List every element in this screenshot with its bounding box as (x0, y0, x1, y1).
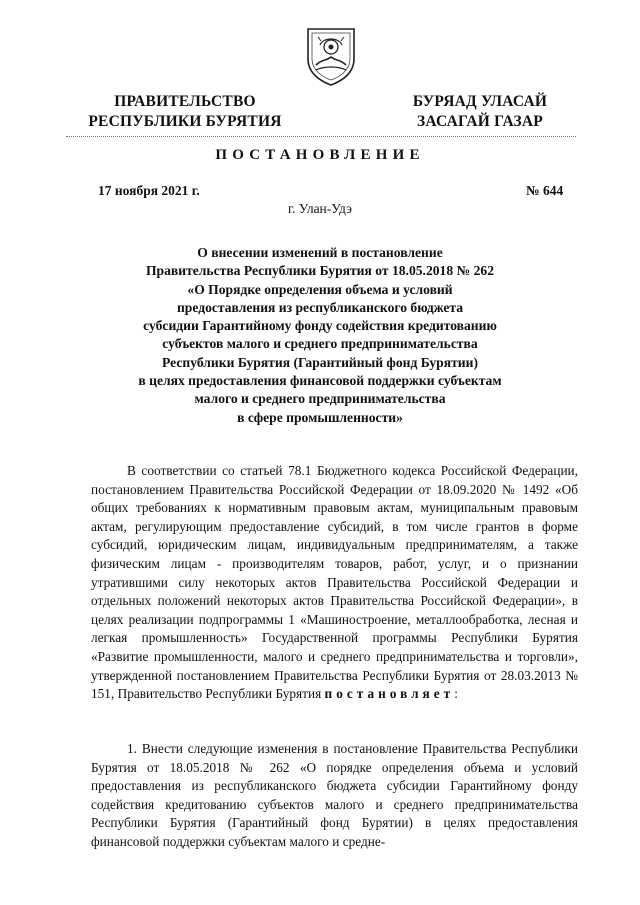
subject-line: Республики Бурятия (Гарантийный фонд Бурятии) (162, 354, 478, 370)
header-left-line1: ПРАВИТЕЛЬСТВО (114, 93, 256, 110)
document-type-title: ПОСТАНОВЛЕНИЕ (215, 147, 425, 163)
document-number: № 644 (526, 183, 564, 198)
preamble-text: В соответствии со статьей 78.1 Бюджетного кодекса Российской Федерации, постановлением Правительства Российской Федерации от 18.09.2020 № 1492 «Об общих требованиях к нормативным правовым актам, муниципальным правовым актам, регулирующим предоставление субсидий, в том числе грантов в форме субсидий, юридическим лицам, индивидуальным предпринимателям, а также физическим лицам - производителям товаров, работ, услуг, и о признании утратившими силу некоторых актов Правительства Российской Федерации и отдельных положений некоторых актов Правительства Российской Федерации», в целях реализации подпрограммы 1 «Машиностроение, металлообработка, лесная и легкая промышленность» Государственной программы Республики Бурятия «Развитие промышленности, малого и среднего предпринимательства и торговли», утвержденной постановлением Правительства Республики Бурятия от 28.03.2013 № 151, Правительство Республики Бурятия (91, 463, 578, 702)
subject-line: субъектов малого и среднего предпринимательства (162, 336, 478, 352)
preamble-paragraph (91, 462, 578, 704)
subject-line: «О Порядке определения объема и условий (187, 281, 453, 297)
subject-line: малого и среднего предпринимательства (194, 391, 446, 407)
header-left-line2: РЕСПУБЛИКИ БУРЯТИЯ (88, 113, 282, 130)
government-name-russian (80, 92, 290, 132)
subject-line: О внесении изменений в постановление (197, 245, 443, 260)
subject-line: в сфере промышленности» (237, 409, 403, 425)
header-right-line2: ЗАСАГАЙ ГАЗАР (417, 113, 543, 130)
subject-line: Правительства Республики Бурятия от 18.05.2018 № 262 (145, 263, 494, 279)
coat-of-arms-emblem (302, 25, 360, 87)
preamble-verb: постановляет (324, 686, 455, 702)
header-right-line1: БУРЯАД УЛАСАЙ (412, 93, 548, 110)
subject-line: в целях предоставления финансовой поддержки субъектам (138, 373, 502, 389)
item-1-paragraph: 1. Внести следующие изменения в постановление Правительства Республики Бурятия от 18.05.2018 № 262 «О порядке определения объема и условий предоставления из республиканского бюджета субсидии Гарантийному фонду содействия кредитованию субъектов малого и среднего предпринимательства Республики Бурятия (Гарантийный фонд Бурятии) в целях предоставления финансовой поддержки субъектам малого и средне- (91, 741, 578, 849)
subject-line: предоставления из республиканского бюджета (176, 299, 464, 315)
document-date: 17 ноября 2021 г. (98, 183, 200, 198)
header-divider (66, 136, 576, 137)
preamble-colon: : (454, 686, 458, 702)
government-name-buryat (380, 92, 580, 132)
document-subject (100, 244, 540, 427)
document-city: г. Улан-Удэ (288, 201, 352, 216)
subject-line: субсидии Гарантийному фонду содействия кредитованию (143, 318, 497, 334)
